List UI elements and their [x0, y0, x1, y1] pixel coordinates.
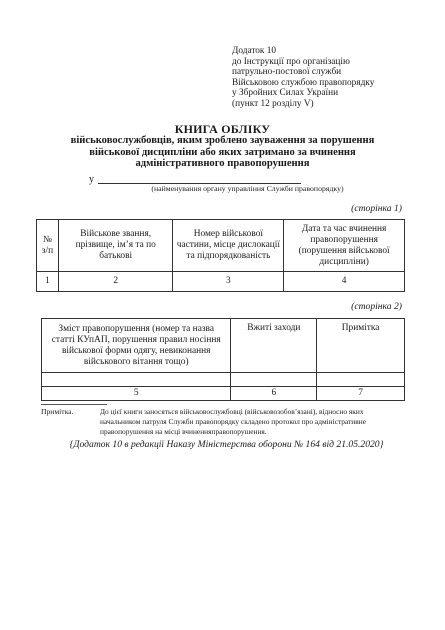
annex-line: у Збройних Силах України [232, 88, 339, 99]
column-number: 5 [42, 387, 231, 401]
header-cell: Зміст правопорушення (номер та назва статті КУпАП, порушення правил носіння військової форми одягу, невиконання військового вітання тощо) [42, 319, 231, 373]
footnote-label: Примітка. [41, 407, 74, 416]
org-caption: (найменування органу управління Служби правопорядку) [151, 184, 344, 193]
column-number: 1 [37, 272, 59, 292]
page-2-note: (сторінка 2) [351, 301, 402, 312]
annex-line: (пункт 12 розділу V) [232, 98, 314, 109]
empty-cell [317, 373, 405, 387]
header-cell: Дата та час вчинення правопорушення (порушення військової дисципліни) [284, 220, 405, 272]
header-cell: № з/п [37, 220, 59, 272]
org-prefix: у [89, 174, 94, 185]
annex-line: Додаток 10 [232, 46, 277, 56]
footnote-separator [41, 404, 107, 405]
empty-cell [231, 373, 317, 387]
page-1-note: (сторінка 1) [351, 203, 402, 214]
document-subtitle: військовослужбовців, яким зроблено зауваження за порушення військової дисципліни або яких затримано за вчинення адміністративного правопорушення [70, 135, 375, 170]
column-number: 6 [231, 387, 317, 401]
header-cell: Примітка [317, 319, 405, 373]
amendment-note: {Додаток 10 в редакції Наказу Міністерства оборони № 164 від 21.05.2020} [69, 439, 384, 450]
register-table-page-2 [41, 318, 405, 401]
header-cell: Номер військової частини, місце дислокації та підпорядкованість [173, 220, 284, 272]
annex-line: Військовою службою правопорядку [232, 77, 375, 88]
document-title: КНИГА ОБЛІКУ [174, 122, 271, 136]
annex-line: патрульно-постової служби [232, 67, 342, 78]
annex-line: до Інструкції про організацію [232, 56, 350, 67]
column-number: 2 [58, 272, 173, 292]
column-number: 7 [317, 387, 405, 401]
header-cell: Військове звання, прізвище, ім’я та по батькові [58, 220, 173, 272]
column-number: 4 [284, 272, 405, 292]
footnote-text: До цієї книги заносяться військовослужбовці (військовозобов’язані), відносно яких начальником патруля Служби правопорядку складено протокол про адміністративне правопорушення на місці вчиненняправопорушення. [100, 407, 366, 436]
header-cell: Вжиті заходи [231, 319, 317, 373]
annex-block [232, 46, 432, 110]
register-table-page-1 [36, 219, 405, 292]
column-number: 3 [173, 272, 284, 292]
empty-cell [42, 373, 231, 387]
